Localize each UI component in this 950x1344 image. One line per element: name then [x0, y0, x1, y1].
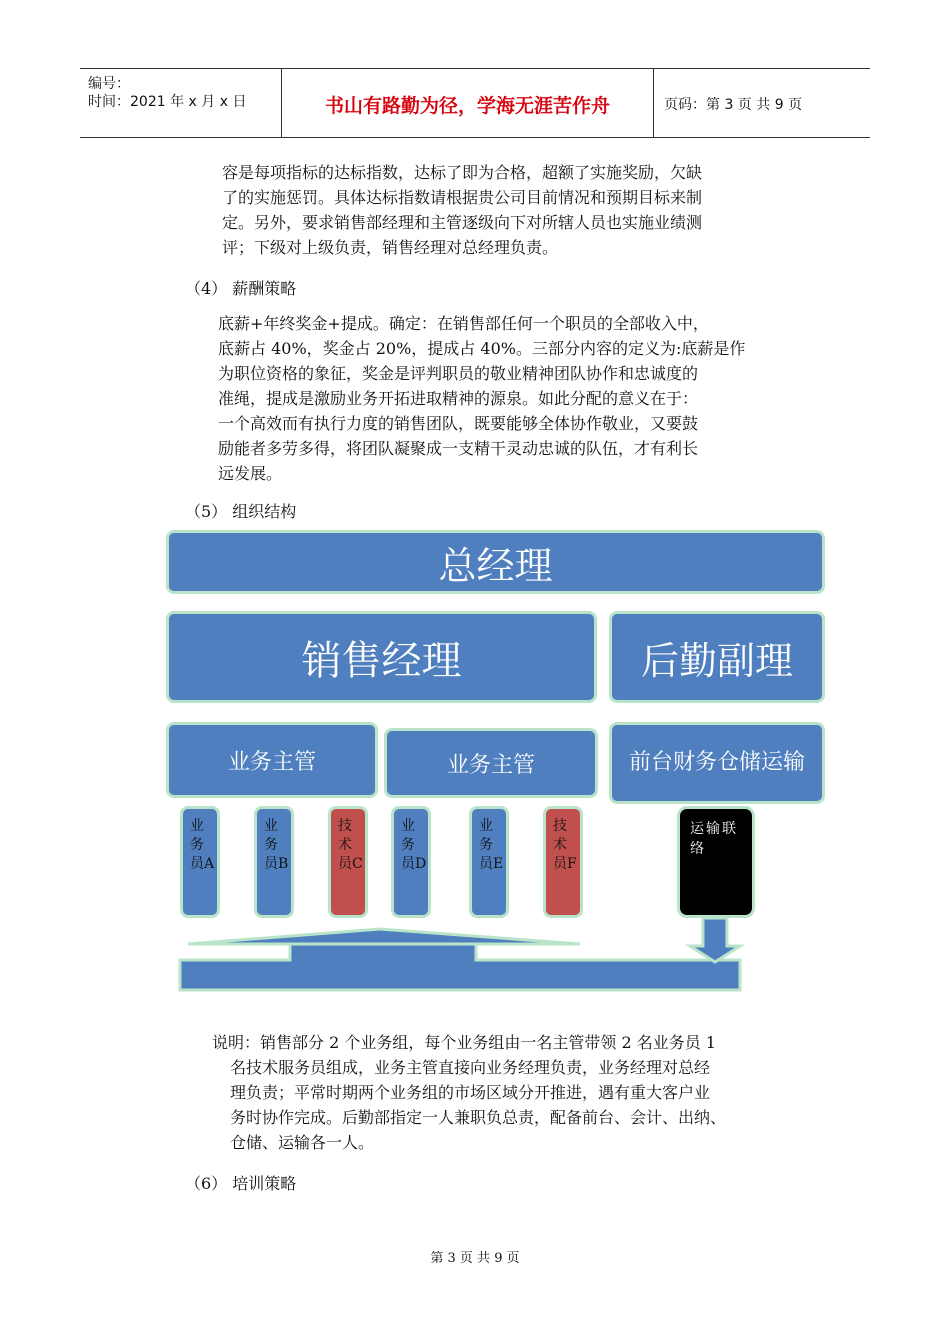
text-line: 准绳，提成是激励业务开拓进取精神的源泉。如此分配的意义在于： — [218, 389, 699, 408]
org-sales-manager: 销售经理 — [166, 611, 597, 703]
header-motto: 书山有路勤为径，学海无涯苦作舟 — [324, 95, 610, 117]
text-line: 了的实施惩罚。具体达标指数请根据贵公司目前情况和预期目标来制 — [222, 188, 703, 207]
org-general-manager: 总经理 — [166, 530, 825, 594]
org-staff-a: 业务员A — [180, 806, 220, 918]
doc-time-label: 时间：2021 年 x 月 x 日 — [88, 94, 247, 110]
heading-org-structure: （5） 组织结构 — [185, 502, 297, 521]
header-page-label: 页码：第 3 页 共 9 页 — [664, 97, 803, 113]
org-staff-b: 业务员B — [254, 806, 294, 918]
text-line: 定。另外，要求销售部经理和主管逐级向下对所辖人员也实施业绩测 — [222, 213, 703, 232]
text-line: 励能者多劳多得，将团队凝聚成一支精干灵动忠诚的队伍，才有利长 — [218, 439, 699, 458]
text-line: 仓储、运输各一人。 — [230, 1133, 375, 1152]
text-line: 底薪占 40%，奖金占 20%，提成占 40%。三部分内容的定义为:底薪是作 — [218, 339, 746, 358]
org-supervisor-1: 业务主管 — [166, 722, 378, 798]
text-line: 底薪+年终奖金+提成。确定：在销售部任何一个职员的全部收入中， — [218, 314, 709, 333]
text-line: 一个高效而有执行力度的销售团队，既要能够全体协作敬业，又要鼓 — [218, 414, 699, 433]
org-staff-d: 业务员D — [391, 806, 431, 918]
org-staff-f: 技术员F — [543, 806, 583, 918]
org-logistics-deputy: 后勤副理 — [609, 611, 825, 703]
doc-number-label: 编号： — [88, 76, 130, 92]
text-line: 名技术服务员组成，业务主管直接向业务经理负责，业务经理对总经 — [230, 1058, 711, 1077]
text-line: 理负责；平常时期两个业务组的市场区域分开推进，遇有重大客户业 — [230, 1083, 711, 1102]
down-arrow-shape — [690, 918, 740, 962]
text-line: 容是每项指标的达标指数，达标了即为合格，超额了实施奖励，欠缺 — [222, 163, 703, 182]
org-transport: 运输联络 — [677, 806, 755, 918]
bottom-bar-shape — [180, 944, 740, 990]
up-arrow-shape — [188, 929, 580, 944]
text-line: 远发展。 — [218, 464, 283, 483]
heading-salary: （4） 薪酬策略 — [185, 279, 297, 298]
text-line: 为职位资格的象征，奖金是评判职员的敬业精神团队协作和忠诚度的 — [218, 364, 699, 383]
org-front-desk: 前台财务仓储运输 — [609, 722, 825, 804]
heading-training: （6） 培训策略 — [185, 1174, 297, 1193]
org-supervisor-2: 业务主管 — [384, 728, 598, 798]
org-staff-c: 技术员C — [328, 806, 368, 918]
text-line: 评；下级对上级负责，销售经理对总经理负责。 — [222, 238, 559, 257]
org-staff-e: 业务员E — [469, 806, 509, 918]
paragraph-note — [212, 1030, 726, 1155]
page-footer: 第 3 页 共 9 页 — [430, 1251, 520, 1266]
text-line: 务时协作完成。后勤部指定一人兼职负总责，配备前台、会计、出纳、 — [230, 1108, 727, 1127]
text-line: 说明：销售部分 2 个业务组，每个业务组由一名主管带领 2 名业务员 1 — [212, 1033, 716, 1052]
